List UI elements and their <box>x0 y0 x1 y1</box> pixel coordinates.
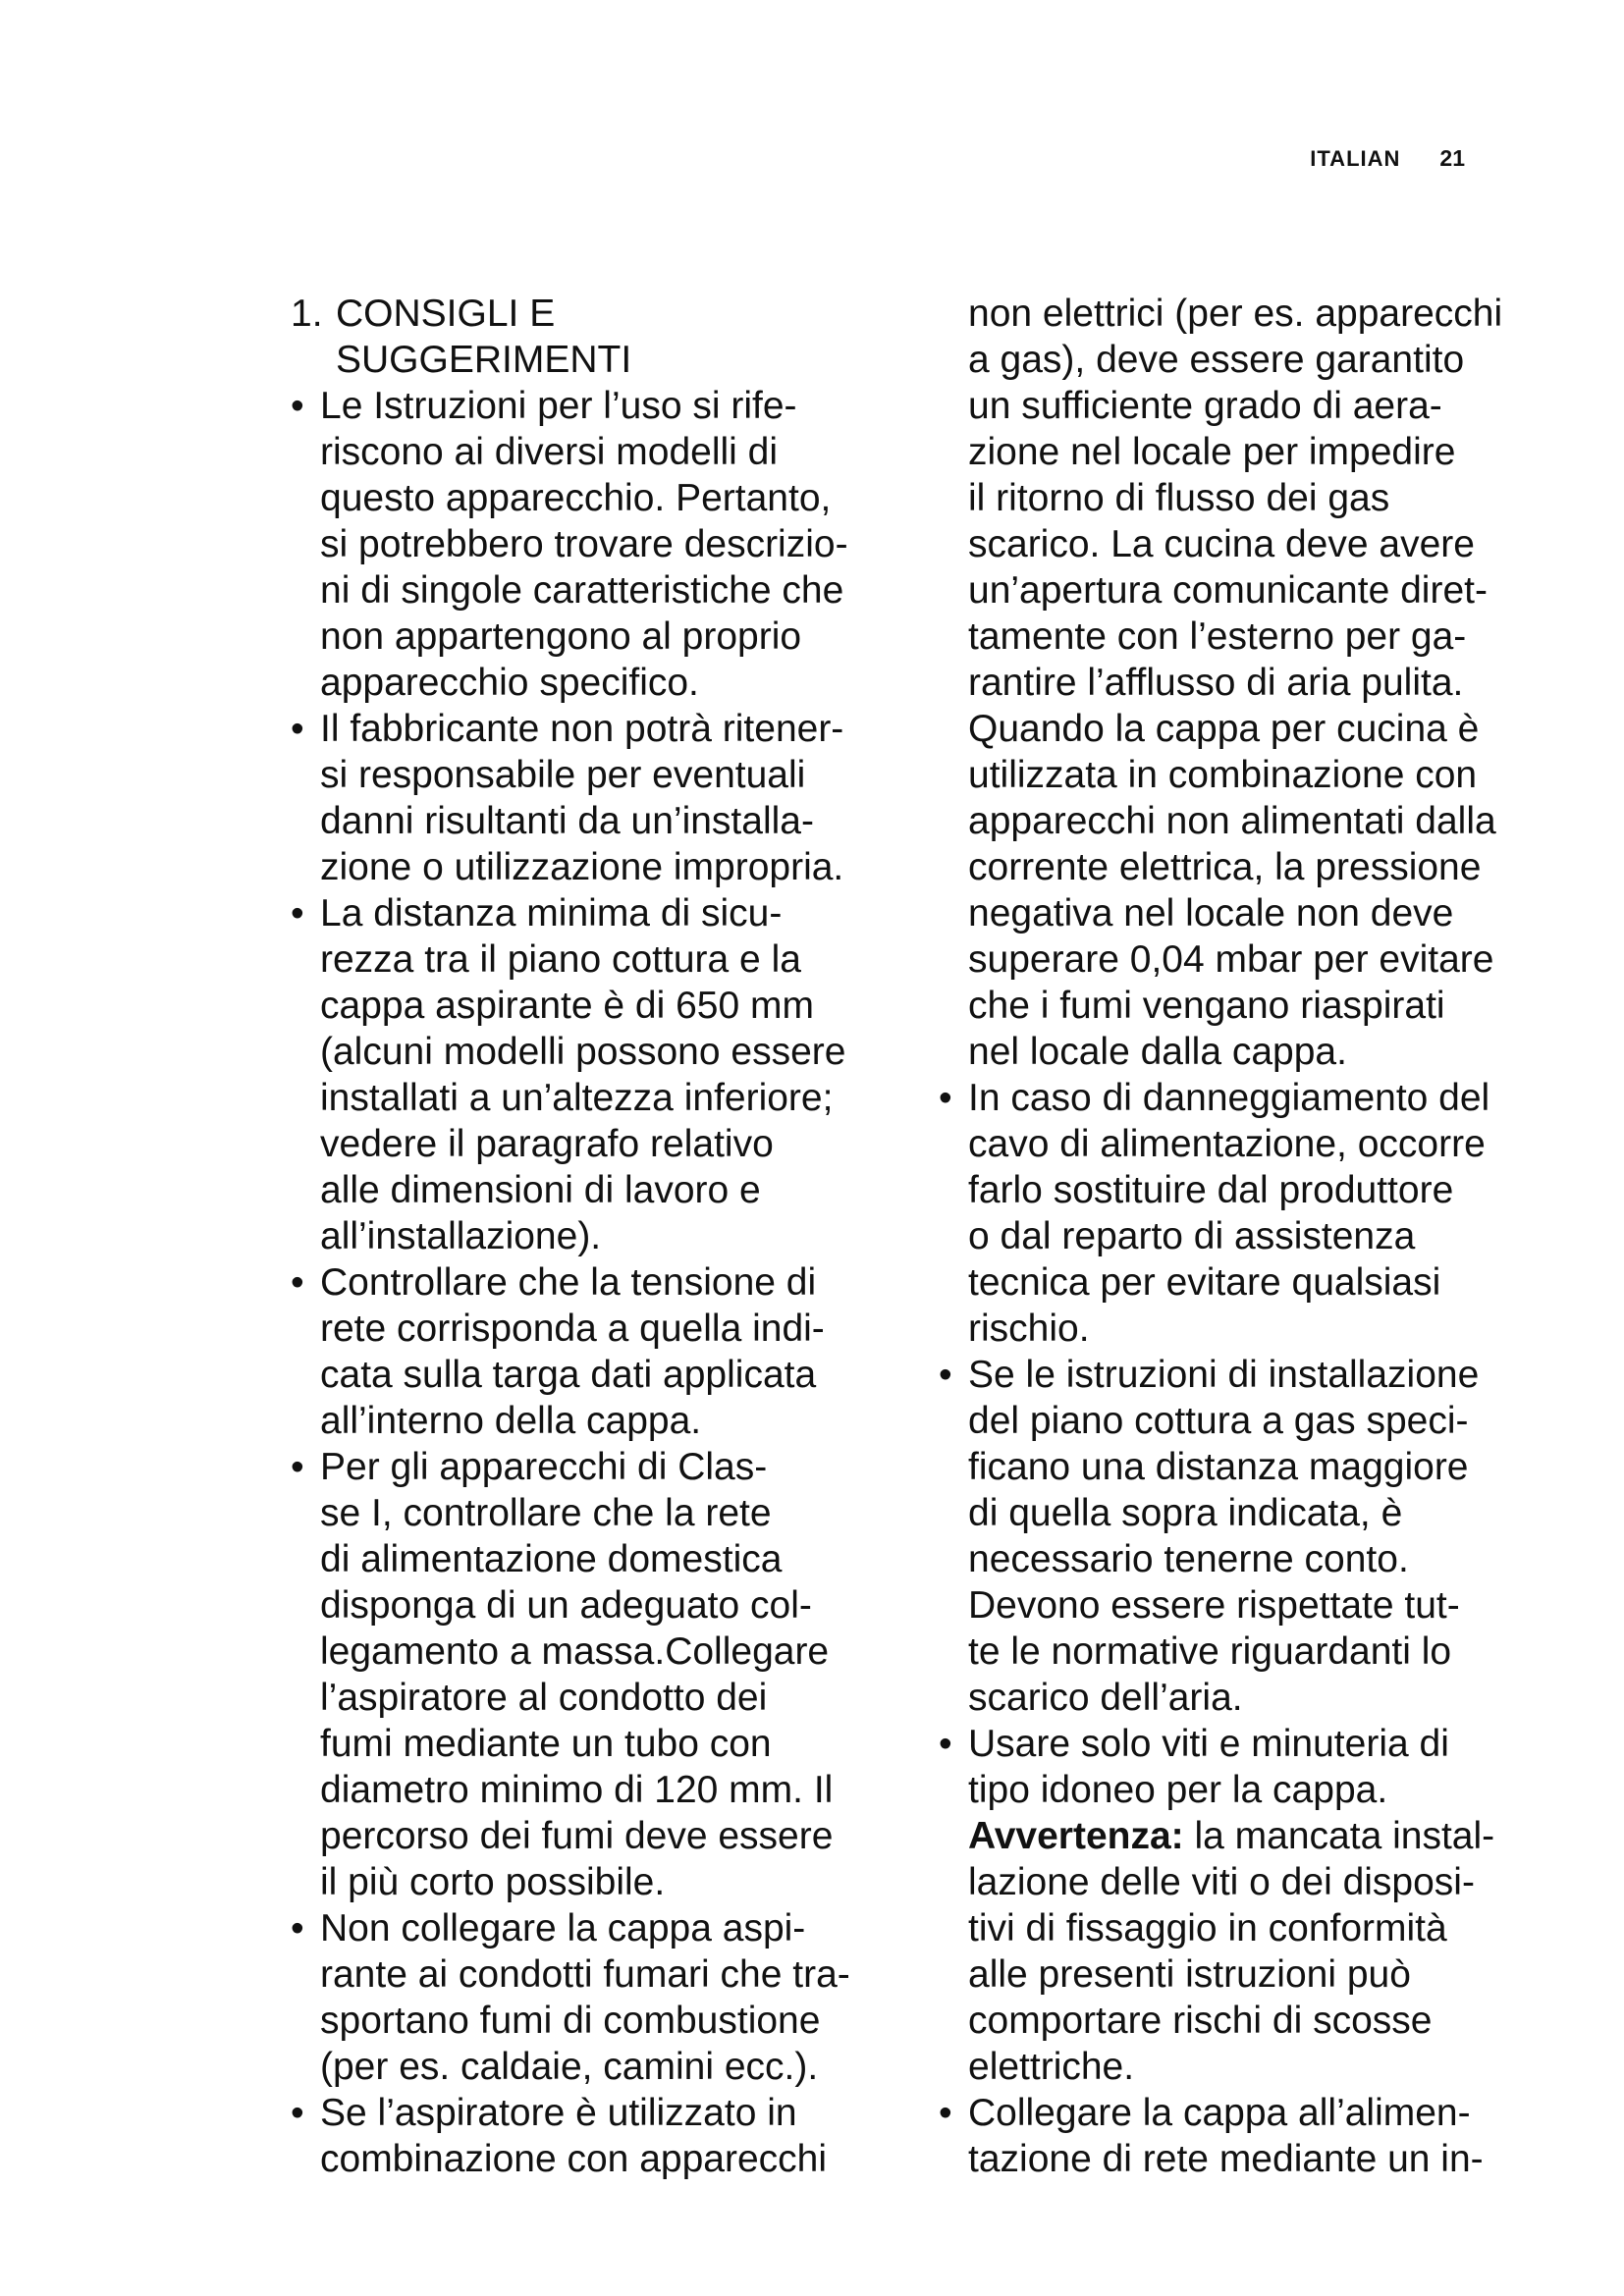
text-line: rante ai condotti fumari che tra- <box>320 1953 850 1996</box>
text-line: Controllare che la tensione di <box>320 1261 817 1304</box>
text-line: un sufficiente grado di aera- <box>968 385 1442 427</box>
text-line: all’installazione). <box>320 1215 602 1257</box>
text-line: Collegare la cappa all’alimen- <box>968 2092 1471 2134</box>
page-header <box>1310 145 1465 172</box>
text-line: Le Istruzioni per l’uso si rife- <box>320 385 797 427</box>
warning-text: la mancata instal- <box>1183 1815 1495 1857</box>
text-line: La distanza minima di sicu- <box>320 892 783 934</box>
bullet-marker: • <box>291 1907 304 1949</box>
text-line: comportare rischi di scosse <box>968 2000 1433 2042</box>
text-line: percorso dei fumi deve essere <box>320 1815 834 1857</box>
bullet-marker: • <box>291 1261 304 1304</box>
text-line: il ritorno di flusso dei gas <box>968 477 1390 519</box>
text-line: farlo sostituire dal produttore <box>968 1169 1454 1211</box>
warning-label: Avvertenza: <box>968 1815 1184 1857</box>
text-line: cavo di alimentazione, occorre <box>968 1123 1486 1165</box>
text-line: (per es. caldaie, camini ecc.). <box>320 2046 819 2088</box>
text-line: cappa aspirante è di 650 mm <box>320 985 814 1027</box>
list-item <box>291 383 870 706</box>
text-line: In caso di danneggiamento del <box>968 1077 1490 1119</box>
text-line: tivi di fissaggio in conformità <box>968 1907 1447 1949</box>
text-line: tecnica per evitare qualsiasi <box>968 1261 1441 1304</box>
left-column <box>291 291 870 2182</box>
language-label: ITALIAN <box>1310 146 1401 171</box>
text-line: tipo idoneo per la cappa. <box>968 1769 1388 1811</box>
text-line: di alimentazione domestica <box>320 1538 783 1580</box>
text-line: zione o utilizzazione impropria. <box>320 846 844 888</box>
text-line: elettriche. <box>968 2046 1135 2088</box>
text-line: rischio. <box>968 1308 1090 1350</box>
right-column <box>939 291 1503 2182</box>
text-line: tamente con l’esterno per ga- <box>968 615 1467 658</box>
text-line: se I, controllare che la rete <box>320 1492 772 1534</box>
text-line: zione nel locale per impedire <box>968 431 1456 473</box>
text-line: si potrebbero trovare descrizio- <box>320 523 848 565</box>
text-line: te le normative riguardanti lo <box>968 1630 1452 1673</box>
text-line: diametro minimo di 120 mm. Il <box>320 1769 834 1811</box>
list-item <box>291 1444 870 1905</box>
section-title-line2: SUGGERIMENTI <box>336 339 632 381</box>
text-line: Non collegare la cappa aspi- <box>320 1907 806 1949</box>
text-line: apparecchio specifico. <box>320 662 699 704</box>
list-item <box>939 2090 1489 2182</box>
list-item <box>939 1721 1495 2090</box>
text-line: a gas), deve essere garantito <box>968 339 1465 381</box>
text-line: installati a un’altezza inferiore; <box>320 1077 834 1119</box>
text-line: lazione delle viti o dei disposi- <box>968 1861 1475 1903</box>
text-line: apparecchi non alimentati dalla <box>968 800 1496 842</box>
section-number: 1. <box>291 293 323 335</box>
text-line: scarico dell’aria. <box>968 1677 1243 1719</box>
text-line: Se le istruzioni di installazione <box>968 1354 1480 1396</box>
section-title-line1: CONSIGLI E <box>336 293 556 335</box>
text-line: il più corto possibile. <box>320 1861 666 1903</box>
bullet-marker: • <box>291 385 304 427</box>
text-line: ficano una distanza maggiore <box>968 1446 1469 1488</box>
text-line: (alcuni modelli possono essere <box>320 1031 846 1073</box>
text-line: del piano cottura a gas speci- <box>968 1400 1469 1442</box>
text-line: Devono essere rispettate tut- <box>968 1584 1460 1627</box>
bullet-marker: • <box>939 1077 952 1119</box>
text-line: rete corrisponda a quella indi- <box>320 1308 825 1350</box>
text-line: danni risultanti da un’installa- <box>320 800 814 842</box>
text-line: si responsabile per eventuali <box>320 754 806 796</box>
text-line: vedere il paragrafo relativo <box>320 1123 774 1165</box>
bullet-marker: • <box>291 1446 304 1488</box>
list-item <box>291 1905 870 2090</box>
text-line: non appartengono al proprio <box>320 615 802 658</box>
bullet-marker: • <box>291 708 304 750</box>
text-line: o dal reparto di assistenza <box>968 1215 1416 1257</box>
text-line: superare 0,04 mbar per evitare <box>968 938 1494 981</box>
text-line: questo apparecchio. Pertanto, <box>320 477 832 519</box>
text-line: Il fabbricante non potrà ritener- <box>320 708 844 750</box>
text-line: alle presenti istruzioni può <box>968 1953 1411 1996</box>
text-line: di quella sopra indicata, è <box>968 1492 1403 1534</box>
text-line: Quando la cappa per cucina è <box>968 708 1480 750</box>
text-line: rantire l’afflusso di aria pulita. <box>968 662 1464 704</box>
list-item <box>939 291 1503 1075</box>
text-line: non elettrici (per es. apparecchi <box>968 293 1503 335</box>
bullet-marker: • <box>939 1723 952 1765</box>
list-item <box>291 890 870 1259</box>
text-line: all’interno della cappa. <box>320 1400 702 1442</box>
text-line: alle dimensioni di lavoro e <box>320 1169 761 1211</box>
page-number: 21 <box>1439 145 1465 171</box>
text-line: negativa nel locale non deve <box>968 892 1454 934</box>
text-line: Se l’aspiratore è utilizzato in <box>320 2092 797 2134</box>
text-line: Usare solo viti e minuteria di <box>968 1723 1449 1765</box>
text-line: Per gli apparecchi di Clas- <box>320 1446 768 1488</box>
text-line: necessario tenerne conto. <box>968 1538 1409 1580</box>
text-line: l’aspiratore al condotto dei <box>320 1677 768 1719</box>
bullet-marker: • <box>939 2092 952 2134</box>
text-line: cata sulla targa dati applicata <box>320 1354 817 1396</box>
text-line: rezza tra il piano cottura e la <box>320 938 801 981</box>
text-line: disponga di un adeguato col- <box>320 1584 812 1627</box>
list-item <box>939 1352 1489 1721</box>
list-item <box>291 1259 870 1444</box>
list-item <box>291 706 870 890</box>
text-line: combinazione con apparecchi <box>320 2138 827 2180</box>
text-line: riscono ai diversi modelli di <box>320 431 779 473</box>
left-bullet-list <box>291 383 870 2182</box>
text-line: che i fumi vengano riaspirati <box>968 985 1445 1027</box>
bullet-marker: • <box>291 2092 304 2134</box>
text-line: un’apertura comunicante diret- <box>968 569 1488 612</box>
text-line: tazione di rete mediante un in- <box>968 2138 1484 2180</box>
text-line: fumi mediante un tubo con <box>320 1723 772 1765</box>
section-heading <box>291 291 870 383</box>
text-line: scarico. La cucina deve avere <box>968 523 1475 565</box>
right-bullet-list <box>939 291 1503 2182</box>
list-item <box>291 2090 870 2182</box>
text-line: ni di singole caratteristiche che <box>320 569 844 612</box>
text-line: utilizzata in combinazione con <box>968 754 1478 796</box>
list-item <box>939 1075 1489 1352</box>
warning-line <box>968 1813 1495 1859</box>
text-line: corrente elettrica, la pressione <box>968 846 1482 888</box>
text-line: nel locale dalla cappa. <box>968 1031 1347 1073</box>
text-line: sportano fumi di combustione <box>320 2000 821 2042</box>
text-line: legamento a massa.Collegare <box>320 1630 830 1673</box>
bullet-marker: • <box>291 892 304 934</box>
bullet-marker: • <box>939 1354 952 1396</box>
